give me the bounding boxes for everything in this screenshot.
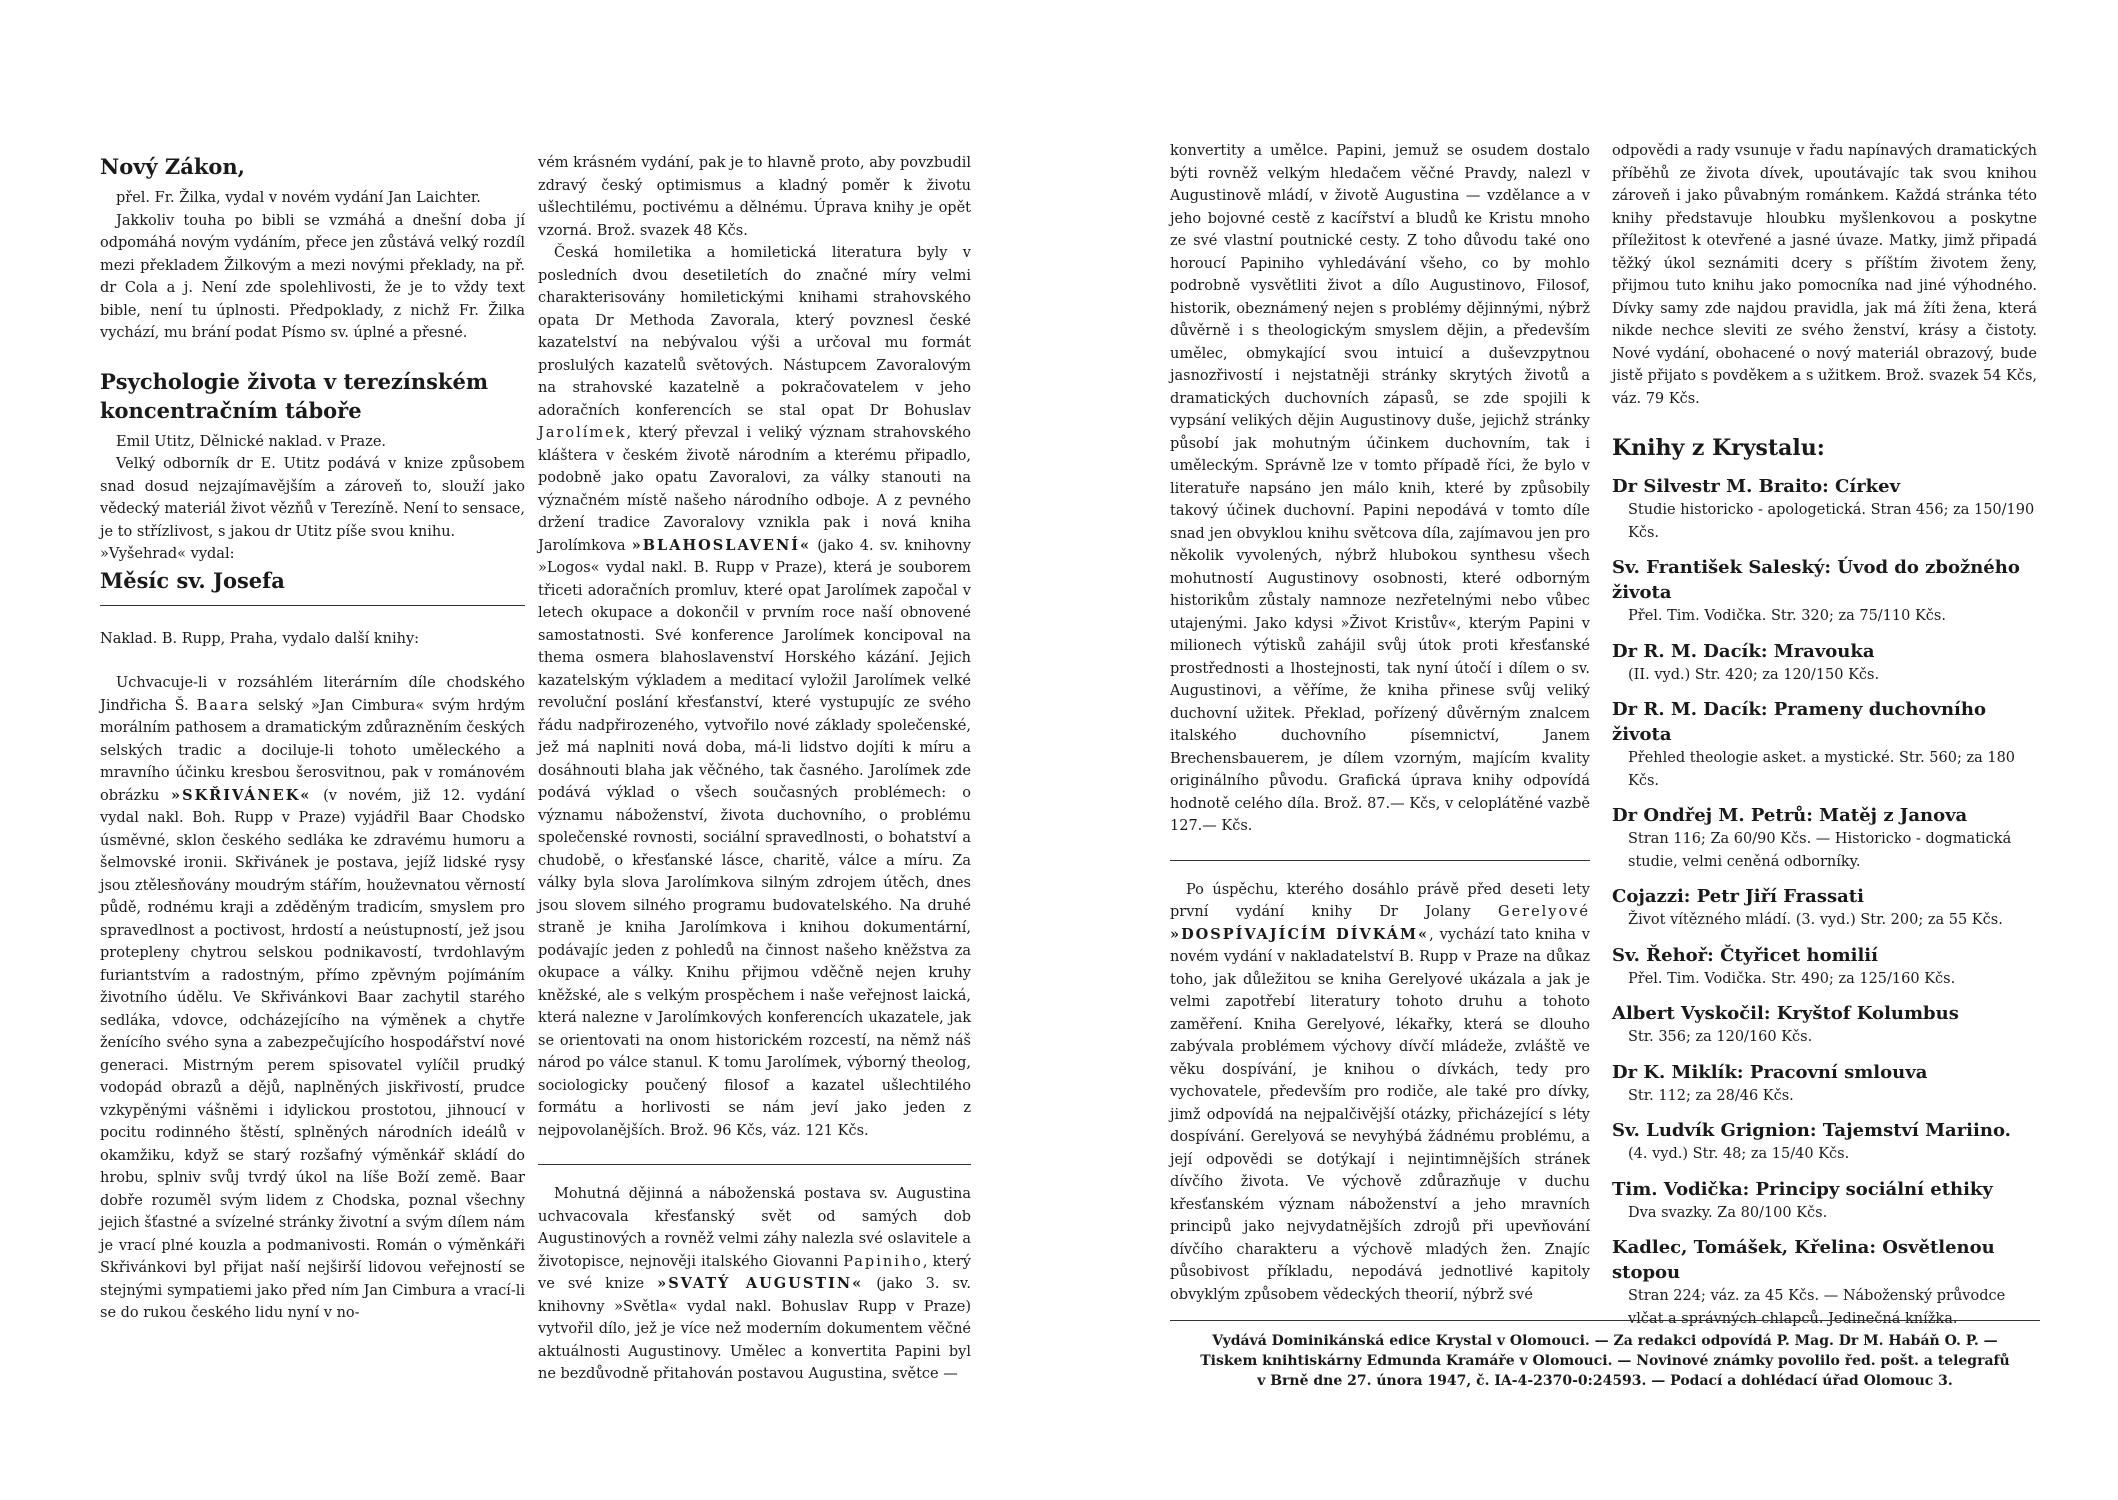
book-list-description: (4. vyd.) Str. 48; za 15/40 Kčs.	[1628, 1146, 1850, 1162]
column-3	[1170, 140, 1590, 1306]
book-list-title: Dr Ondřej M. Petrů: Matěj z Janova	[1612, 805, 1968, 826]
book-list-description: Dva svazky. Za 80/100 Kčs.	[1628, 1204, 1828, 1221]
book-list-description: Život vítězného mládí. (3. vyd.) Str. 200; za 55 Kčs.	[1628, 912, 2003, 928]
publisher-intro: Naklad. B. Rupp, Praha, vydalo další knihy:	[100, 630, 420, 647]
review-continuation: odpovědi a rady vsunuje v řadu napínavých dramatických příběhů ze života dívek, upoutávajíc tak svou knihou zároveň i jako půvabným románkem. Každá stránka této knihy představuje hloubku myšlenkovou a poskytne příležitost k otevřené a jasné úvaze. Matky, jimž připadá těžký úkol seznámiti dcery s příštím životem ženy, přijmou tuto knihu jako pomocníka nad jiné výhodného. Dívky samy zde najdou pravidla, jak má žíti žena, která nikde nechce sleviti ze svého ženství, krásy a čistoty. Nové vydání, obohacené o nový materiál obrazový, bude jistě přijato s povděkem a s užitkem. Brož. svazek 54 Kčs, váz. 79 Kčs.	[1612, 143, 2037, 407]
book-list-title: Kadlec, Tomášek, Křelina: Osvětlenou stopou	[1612, 1237, 1995, 1283]
review-body: Velký odborník dr E. Utitz podává v knize způsobem snad dosud nejzajímavějším a zároveň to, slouží jako vědecký materiál život vězňů v Terezíně. Není to sensace, je to střízlivost, s jakou dr Utitz píše svou knihu.	[100, 456, 525, 540]
review-svaty-augustin: Mohutná dějinná a náboženská postava sv. Augustina uchvacovala křesťanský svět od samých dob Augustinových a rovněž velmi záhy nalezla své oslavitele a životopisce, nejnověji italského Giovanni Papiniho, který ve své knize »SVATÝ AUGUSTIN« (jako 3. sv. knihovny »Světla« vydal nakl. Bohuslav Rupp v Praze) vytvořil dílo, jež je více než moderním dokumentem věčné aktuálnosti Augustinovy. Umělec a konvertita Papini byl ne bezdůvodně přitahován postavou Augustina, světce —	[538, 1186, 972, 1382]
book-title: Psychologie života v terezínském koncentračním táboře	[100, 368, 489, 423]
review-blahoslaveni: Česká homiletika a homiletická literatura byly v posledních dvou desetiletích do značné míry velmi charakterisovány homiletickými knihami strahovského opata Dr Methoda Zavorala, který povznesl české kazatelství na nebývalou výši a určoval mu formát proslulých kazatelů světových. Nástupcem Zavoralovým na strahovské kazatelně a pokračovatelem v jeho adoračních konferencích se stal opat Dr Bohuslav Jarolímek, který převzal i veliký význam strahovského kláštera v českém životě národním a kterému připadlo, podobně jako opatu Zavoralovi, za války stanouti na význačném místě našeho národního odboje. A z pevného držení tradice Zavoralovy vznikla pak i nová kniha Jarolímkova »BLAHOSLAVENÍ« (jako 4. sv. knihovny »Logos« vydal nakl. B. Rupp v Praze), která je souborem třiceti adoračních promluv, které opat Jarolímek započal v letech okupace a dokončil v prvním roce naší obnovené samostatnosti. Své konference Jarolímek koncipoval na thema osmera blahoslavenství Horského kázání. Jejich kazatelským výkladem a meditací vyložil Jarolímek velké revoluční poslání křesťanství, které vystupujíc ze svého řádu nadpřirozeného, vytvořilo nové základy společenské, jež má naplniti nová doba, má-li lidstvo dojíti k míru a dosáhnouti blaha jak věčného, tak časného. Jarolímek zde podává výklad o všech současných problémech: o významu náboženství, života duchovního, o problému společenské rovnosti, sociální spravedlnosti, o bohatství a chudobě, o křesťanské lásce, charitě, válce a míru. Za války byla slova Jarolímkova silným zdrojem útěch, dnes jsou slovem silného programu budovatelského. Na druhé straně je kniha Jarolímkova i knihou dokumentární, podávajíc jeden z pohledů na činnost našeho kněžstva za okupace a války. Knihu přijmou vděčně nejen kruhy kněžské, ale s velkým prospěchem i naše veřejnost laická, která nalezne v Jarolímkových konferencích ukazatele, jak se orientovati na onom historickém rozcestí, na němž náš národ po válce stanul. K tomu Jarolímek, výborný theolog, sociologicky poučený filosof a kazatel ušlechtilého formátu a horlivosti se nám jeví jako jeden z nejpovolanějších. Brož. 96 Kčs, váz. 121 Kčs.	[538, 245, 971, 1139]
book-list-item	[1612, 555, 2037, 628]
review-body: Jakkoliv touha po bibli se vzmáhá a dnešní doba jí odpomáhá novým vydáním, přece jen zůstává velký rozdíl mezi překladem Žilkovým a mezi novými překlady, na př. dr Cola a j. Není zde spolehlivosti, že je to vždy text bible, není tu úplnosti. Předpoklady, z nichž Fr. Žilka vychází, mu brání podat Písmo sv. úplné a přesné.	[100, 212, 525, 341]
column-2	[538, 152, 971, 1386]
book-title: Nový Zákon,	[100, 154, 245, 179]
book-list-description: Přel. Tim. Vodička. Str. 320; za 75/110 Kčs.	[1628, 608, 1946, 624]
book-credits: Emil Utitz, Dělnické naklad. v Praze.	[116, 433, 387, 450]
book-list-item	[1612, 884, 2037, 932]
book-name: »BLAHOSLAVENÍ«	[631, 536, 812, 554]
book-list-title: Dr K. Miklík: Pracovní smlouva	[1612, 1061, 1928, 1083]
author-name: Gerelyové	[1497, 904, 1590, 920]
review-novy-zakon	[100, 152, 525, 345]
book-list-description: Stran 224; váz. za 45 Kčs. — Náboženský průvodce vlčat a správných chlapců. Jedinečná knížka.	[1628, 1288, 2006, 1327]
book-list-title: Sv. Ludvík Grignion: Tajemství Mariino.	[1612, 1120, 2011, 1141]
book-list-item	[1612, 1235, 2037, 1330]
review-dospivajicim-divkam: Po úspěchu, kterého dosáhlo právě před deseti lety první vydání knihy Dr Jolany Gerelyové »DOSPÍVAJÍCÍM DÍVKÁM«, vychází tato kniha v novém vydání v nakladatelství B. Rupp v Praze na důkaz toho, jak důležitou se kniha Gerelyové ukázala a jak je velmi zapotřebí literatury tohoto druhu a tohoto zaměření. Kniha Gerelyové, lékařky, která se dlouho zabývala problémem výchovy dívčí mládeže, zvláště ve věku dospívání, je knihou o dívkách, tedy pro vychovatele, především pro rodiče, ale také pro dívky, jimž odpovídá na nejpalčivější otázky, přicházející s léty dospívání. Gerelyová se nevyhýbá žádnému problému, a její odpovědi se dotýkají i nejintimnějších stránek dívčího života. Ve výchově zdůrazňuje v duchu křesťanském význam náboženství a jeho mravních principů jako nejvydatnějších zdrojů při upevňování dívčího charakteru a výchově mladých žen. Znajíc působivost příkladu, nepodává jednotlivé kapitoly obvyklým způsobem vědeckých theorií, nýbrž své	[1170, 881, 1590, 1303]
book-list-title: Cojazzi: Petr Jiří Frassati	[1612, 886, 1864, 907]
book-list-description: Přehled theologie asket. a mystické. Str. 560; za 180 Kčs.	[1628, 750, 2016, 789]
review-continuation: vém krásném vydání, pak je to hlavně proto, aby povzbudil zdravý český optimismus a kladný poměr k životu ušlechtilému, poctivému a dělnému. Úprava knihy je opět vzorná. Brož. svazek 48 Kčs.	[538, 155, 971, 239]
column-4	[1612, 140, 2037, 1341]
colophon-line: Tiskem knihtiskárny Edmunda Kramáře v Olomouci. — Novinové známky povolilo řed. pošt. a telegrafů	[1200, 1353, 2010, 1369]
book-list-description: Studie historicko - apologetická. Stran 456; za 150/190 Kčs.	[1628, 502, 2035, 541]
book-name: »SVATÝ AUGUSTIN«	[657, 1275, 864, 1292]
book-list-title: Dr R. M. Dacík: Mravouka	[1612, 640, 1875, 662]
review-continuation: konvertity a umělce. Papini, jemuž se osudem dostalo býti rovněž velkým hledačem věčné Pravdy, nalezl v Augustinově mládí, v životě Augustina — vzdělance a v jeho bojovné cestě z kacířství a bludů ke Kristu mnoho ze své vlastní poutnické cesty. Z toho důvodu také ono horoucí Papiniho vyhledávání všeho, co by mohlo podrobně vysvětliti život a dílo Augustinovo, Filosof, historik, obeznámený nejen s problémy dějinnými, nýbrž důvěrně i s theologickým smyslem dějin, a především umělec, obmykající svou intuicí a duševzpytnou jasnozřivostí i nejstatněji stránky skrytých životů a dramatických duchovních zápasů, se zde spojili k vypsání velikých dějin Augustinovy duše, jejichž stránky působí jak mohutným účinkem duchovním, tak i uměleckým. Správně lze v tomto případě říci, že bylo v literatuře napsáno jen málo knih, které by způsobily takový účinek duchovní. Papini nepodává v tomto díle snad jen obvyklou knihu světcova díla, zajímavou jen pro několik vyvolených, nýbrž hlubokou synthesu všech mohutností Augustinovy osobnosti, které odborným historikům zůstaly namnoze nezřetelnými nebo vůbec utajenými. Jako kdysi »Život Kristův«, kterým Papini v milionech výtisků zahájil svůj útok proti křesťanské prostřednosti a lhostejnosti, tak nyní útočí i dílem o sv. Augustinovi, a věříme, že kniha přinese svůj veliký duchovní užitek. Překlad, pořízený důvěrným znalcem italského duchovního písemnictví, Janem Brechensbauerem, je dílem vzorným, majícím kvality originálního původu. Grafická úprava knihy odpovídá hodnotě celého díla. Brož. 87.— Kčs, v celoplátěné vazbě 127.— Kčs.	[1170, 143, 1590, 834]
book-list-item	[1612, 1177, 2037, 1225]
review-skrivanek: Uchvacuje-li v rozsáhlém literárním díle chodského Jindřicha Š. Baara selský »Jan Cimbura« svým hrdým morálním pathosem a dramatickým zdůrazněním českých selských tradic a dociluje-li tohoto uměleckého a mravního účinku kresbou šerosvitnou, pak v románovém obrázku »SKŘIVÁNEK« (v novém, již 12. vydání vydal nakl. Boh. Rupp v Praze) vyjádřil Baar Chodsko úsměvné, sklon českého sedláka ke zdravému humoru a šelmovské ironii. Skřivánek je postava, jejíž lidské rysy jsou ztělesňovány moudrým stářím, houževnatou věrností půdě, rodnému kraji a zděděným tradicím, smyslem pro spravedlnost a poctivost, hrdostí a neústupností, jež jsou protepleny chytrou selskou podnikavostí, tvrdohlavým furiantstvím a radostným, přímo zpěvným pojímáním životního údělu. Ve Skřivánkovi Baar zachytil starého sedláka, vdovce, odcházejícího na výměnek a chytře ženícího svého syna a zabezpečujícího hospodářství nové generaci. Mistrným perem spisovatel vylíčil prudký vodopád obrazů a dějů, naplněných jiskřivostí, prudce vzkypěnými vášněmi i idylickou prostotou, jihnoucí v pocitu rodinného štěstí, splněných národních ideálů v okamžiku, když se starý rozšafný výměnkář skládí do hrobu, splniv svůj tvrdý úkol na líše Boží země. Baar dobře rozuměl svým lidem z Chodska, poznal všechny jejich šťastné a svízelné stránky životní a svým dílem nám je vrací plné kouzla a podmanivosti. Román o výměnkáři Skřivánkovi byl přijat naší nejširší lidovou veřejností se stejnými sympatiemi jako před ním Jan Cimbura a vrací-li se do rukou českého lidu nyní v no-	[100, 675, 525, 1321]
book-list-item	[1612, 1118, 2037, 1166]
section-heading: Knihy z Krystalu:	[1612, 435, 1825, 461]
book-list-title: Sv. Řehoř: Čtyřicet homilií	[1612, 944, 1878, 966]
book-list-title: Dr R. M. Dacík: Prameny duchovního života	[1612, 699, 1986, 745]
book-list-item	[1612, 1060, 2037, 1108]
book-list-description: Stran 116; Za 60/90 Kčs. — Historicko - dogmatická studie, velmi ceněná odborníky.	[1628, 831, 2012, 870]
publisher-line: »Vyšehrad« vydal:	[100, 546, 235, 562]
book-list-item	[1612, 474, 2037, 544]
author-name: Papiniho	[843, 1253, 923, 1270]
book-list-description: (II. vyd.) Str. 420; za 120/150 Kčs.	[1628, 666, 1880, 683]
colophon-line: v Brně dne 27. února 1947, č. IA-4-2370-0:24593. — Podací a dohlédací úřad Olomouc 3.	[1257, 1373, 1953, 1389]
book-list-description: Přel. Tim. Vodička. Str. 490; za 125/160 Kčs.	[1628, 970, 1956, 987]
colophon	[1170, 1320, 2040, 1391]
book-list-title: Dr Silvestr M. Braito: Církev	[1612, 476, 1901, 497]
book-list-description: Str. 356; za 120/160 Kčs.	[1628, 1029, 1813, 1045]
book-title: Měsíc sv. Josefa	[100, 567, 285, 593]
book-name: »SKŘIVÁNEK«	[171, 786, 312, 804]
book-list	[1612, 474, 2037, 1330]
section-divider	[538, 1164, 971, 1165]
book-list-description: Str. 112; za 28/46 Kčs.	[1628, 1087, 1794, 1104]
book-list-item	[1612, 697, 2037, 792]
author-name: Baara	[196, 697, 251, 714]
book-list-item	[1612, 1001, 2037, 1049]
section-divider	[1170, 860, 1590, 861]
book-list-title: Tim. Vodička: Principy sociální ethiky	[1612, 1178, 1993, 1200]
book-name: »DOSPÍVAJÍCÍM DÍVKÁM«	[1170, 925, 1430, 943]
book-list-item	[1612, 943, 2037, 991]
book-list-title: Albert Vyskočil: Kryštof Kolumbus	[1612, 1003, 1959, 1024]
book-list-title: Sv. František Saleský: Úvod do zbožného života	[1612, 557, 2020, 603]
column-1	[100, 152, 525, 1325]
book-list-item	[1612, 803, 2037, 873]
book-credits: přel. Fr. Žilka, vydal v novém vydání Jan Laichter.	[116, 190, 481, 206]
review-psychologie	[100, 367, 525, 544]
colophon-divider	[1170, 1320, 2040, 1321]
book-list-item	[1612, 639, 2037, 687]
colophon-line: Vydává Dominikánská edice Krystal v Olomouci. — Za redakci odpovídá P. Mag. Dr M. Habáň O. P. —	[1212, 1333, 1998, 1349]
author-name: Jarolímek	[538, 425, 627, 441]
